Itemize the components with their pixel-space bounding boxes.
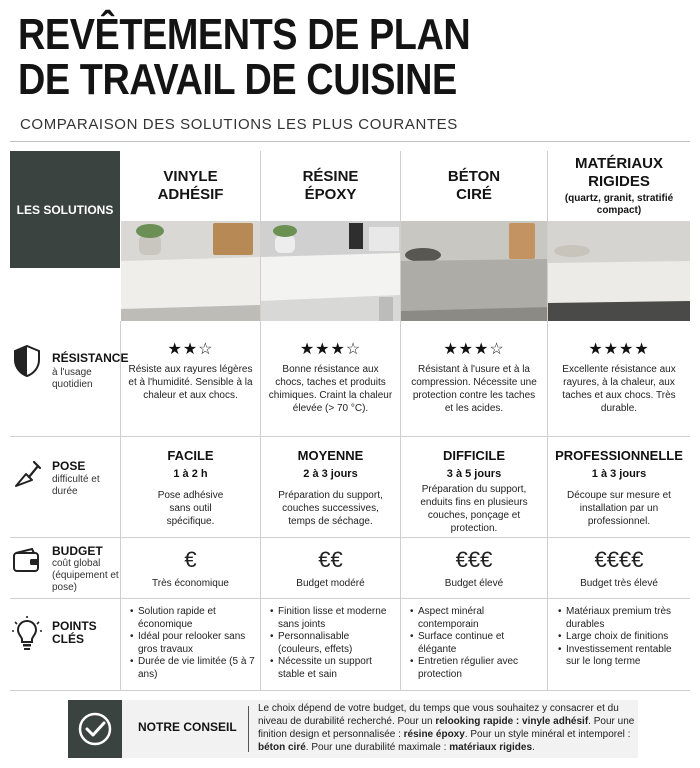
cell-text: Bonne résistance aux chocs, taches et produits chimiques. Craint la chaleur élevée (> 70 °C). <box>268 364 393 414</box>
pose-duration: 1 à 3 jours <box>591 468 647 480</box>
conseil-text-part: Le choix dépend de votre budget, du temps que vous souhaitez y consacrer et du niveau de durabilité recherché. Pour un <box>258 703 619 727</box>
conseil-highlight: relooking rapide : vinyle adhésif <box>435 716 589 727</box>
wallet-icon <box>12 548 42 579</box>
budget-cell-resine <box>268 548 393 590</box>
photo-materiaux-countertop <box>548 221 690 321</box>
column-title-line1: VINYLE <box>163 168 218 185</box>
list-item: • Idéal pour relooker sans gros travaux <box>130 631 255 656</box>
conseil-text-part: . Pour une durabilité maximale : <box>305 742 450 753</box>
column-header-resine <box>261 151 400 221</box>
photo-resine-countertop <box>261 221 400 321</box>
conseil-text-part: . <box>532 742 535 753</box>
points-list-vinyle <box>130 606 255 681</box>
row-divider <box>10 598 690 599</box>
pose-duration: 3 à 5 jours <box>446 468 502 480</box>
trowel-icon <box>12 458 42 495</box>
conseil-text <box>258 702 638 754</box>
column-header-beton <box>401 151 547 221</box>
points-list-materiaux <box>558 606 686 669</box>
column-divider <box>547 151 548 690</box>
list-item: • Aspect minéral contemporain <box>410 606 540 631</box>
budget-cell-beton <box>408 548 540 590</box>
lightbulb-icon <box>12 616 42 657</box>
budget-symbol: € <box>184 547 197 572</box>
conseil-highlight: matériaux rigides <box>449 742 533 753</box>
budget-symbol: €€€ <box>455 547 493 572</box>
row-label-points <box>10 610 120 680</box>
rating-stars: ★★★☆ <box>299 341 362 358</box>
photo-vinyle-countertop <box>121 221 260 321</box>
pose-cell-materiaux <box>553 448 685 528</box>
pose-cell-beton <box>408 448 540 535</box>
cell-text: Budget très élevé <box>580 578 658 589</box>
column-title-line2: ÉPOXY <box>304 186 357 203</box>
cell-text: Résiste aux rayures légères et à l'humidité. Sensible à la chaleur et aux chocs. <box>128 364 253 401</box>
pose-level: FACILE <box>167 448 214 463</box>
page-subtitle: COMPARAISON DES SOLUTIONS LES PLUS COURANTES <box>20 116 458 133</box>
title-divider <box>10 141 690 142</box>
conseil-label: NOTRE CONSEIL <box>138 720 237 734</box>
column-title-line2: ADHÉSIF <box>157 186 224 203</box>
cell-text: Budget élevé <box>444 578 504 589</box>
column-title-line1: MATÉRIAUX <box>574 155 664 172</box>
row-divider <box>10 690 690 691</box>
list-item: • Entretien régulier avec protection <box>410 656 540 681</box>
rating-stars: ★★★☆ <box>443 341 505 358</box>
list-item: • Durée de vie limitée (5 à 7 ans) <box>130 656 255 681</box>
cell-text: Préparation du support, couches successives, temps de séchage. <box>278 490 383 527</box>
photo-beton-countertop <box>401 221 547 321</box>
column-divider <box>260 151 261 690</box>
column-divider <box>120 321 121 690</box>
list-item: • Personnalisable (couleurs, effets) <box>270 631 395 656</box>
title-line-1: REVÊTEMENTS DE PLAN <box>18 10 471 59</box>
title-line-2: DE TRAVAIL DE CUISINE <box>18 55 457 104</box>
list-item: • Surface continue et élégante <box>410 631 540 656</box>
resistance-cell-vinyle <box>128 341 253 402</box>
column-header-materiaux <box>548 151 690 221</box>
pose-level: PROFESSIONNELLE <box>555 448 683 463</box>
check-circle-icon <box>77 711 113 752</box>
row-subtitle: difficulté et durée <box>52 474 100 497</box>
budget-symbol: €€€€ <box>594 547 644 572</box>
solutions-label-box <box>10 151 120 268</box>
column-header-vinyle <box>121 151 260 221</box>
pose-level: MOYENNE <box>297 448 364 463</box>
column-subtitle: (quartz, granit, stratifié compact) <box>564 193 674 216</box>
row-title: POINTS CLÉS <box>52 619 97 646</box>
pose-duration: 1 à 2 h <box>173 468 208 480</box>
pose-cell-resine <box>268 448 393 528</box>
column-title-line2: CIRÉ <box>456 186 492 203</box>
points-list-resine <box>270 606 395 681</box>
cell-text: Excellente résistance aux rayures, à la chaleur, aux taches et aux chocs. Très durable. <box>562 364 676 414</box>
row-label-pose <box>10 450 120 530</box>
cell-text: Très économique <box>152 578 229 589</box>
resistance-cell-beton <box>408 341 540 415</box>
row-label-budget <box>10 542 120 596</box>
shield-icon <box>12 344 42 383</box>
rating-stars: ★★★★ <box>588 341 650 358</box>
conseil-highlight: béton ciré <box>258 742 306 753</box>
conseil-text-part: . Pour un style minéral et intemporel : <box>464 729 631 740</box>
list-item: • Solution rapide et économique <box>130 606 255 631</box>
pose-level: DIFFICILE <box>442 448 506 463</box>
cell-text: Pose adhésive sans outil spécifique. <box>157 490 224 527</box>
conseil-text-part: . Pour une finition design et personnalisée : <box>258 716 635 740</box>
column-title-line1: BÉTON <box>447 168 501 185</box>
row-title: RÉSISTANCE <box>52 351 129 365</box>
cell-text: Résistant à l'usure et à la compression. Nécessite une protection contre les taches et les acides. <box>411 364 537 414</box>
page-title <box>18 12 594 102</box>
budget-symbol: €€ <box>318 547 343 572</box>
budget-cell-materiaux <box>553 548 685 590</box>
row-label-resistance <box>10 340 129 430</box>
list-item: • Finition lisse et moderne sans joints <box>270 606 395 631</box>
list-item: • Nécessite un support stable et sain <box>270 656 395 681</box>
list-item: • Large choix de finitions <box>558 631 686 644</box>
solutions-label: LES SOLUTIONS <box>16 202 114 217</box>
rating-stars: ★★☆ <box>167 341 214 358</box>
budget-cell-vinyle <box>128 548 253 590</box>
column-title-line1: RÉSINE <box>302 168 359 185</box>
cell-text: Découpe sur mesure et installation par un professionnel. <box>567 490 671 527</box>
points-list-beton <box>410 606 540 681</box>
row-subtitle: à l'usage quotidien <box>52 367 93 390</box>
conseil-icon-box <box>68 700 122 758</box>
cell-text: Préparation du support, enduits fins en plusieurs couches, ponçage et protection. <box>420 484 528 534</box>
list-item: • Matériaux premium très durables <box>558 606 686 631</box>
conseil-highlight: résine époxy <box>403 729 465 740</box>
resistance-cell-resine <box>268 341 393 415</box>
conseil-separator <box>248 706 249 752</box>
pose-cell-vinyle <box>128 448 253 528</box>
cell-text: Budget modéré <box>296 578 365 589</box>
row-title: BUDGET <box>52 544 103 558</box>
column-divider <box>400 151 401 690</box>
column-title-line2: RIGIDES <box>588 173 650 190</box>
resistance-cell-materiaux <box>553 341 685 415</box>
pose-duration: 2 à 3 jours <box>303 468 358 480</box>
list-item: • Investissement rentable sur le long terme <box>558 644 686 669</box>
row-divider <box>10 537 690 538</box>
row-title: POSE <box>52 459 86 473</box>
row-divider <box>10 436 690 437</box>
row-subtitle: coût global (équipement et pose) <box>52 558 119 593</box>
